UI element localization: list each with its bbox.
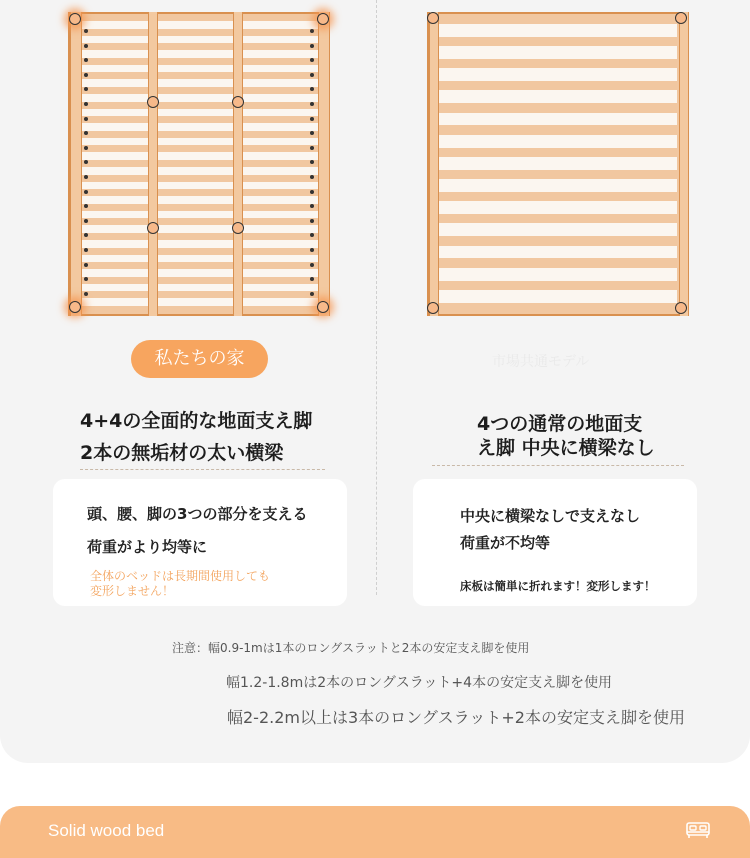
side-rail: [318, 12, 330, 316]
slat: [439, 157, 677, 170]
screw-dot: [310, 44, 314, 48]
slat: [80, 36, 318, 44]
screw-dot: [84, 248, 88, 252]
left-card-note-line-1: 全体のベッドは長期間使用しても: [90, 569, 271, 583]
slat: [80, 284, 318, 292]
notice-line-2: 幅1.2-1.8mは2本のロングスラット+4本の安定支え脚を使用: [226, 675, 613, 691]
slat: [80, 298, 318, 306]
right-info-card: [413, 479, 697, 606]
screw-dot: [310, 175, 314, 179]
support-leg: [69, 301, 81, 313]
slat: [80, 269, 318, 277]
support-beam: [233, 12, 243, 316]
support-leg: [232, 222, 244, 234]
screw-dot: [310, 102, 314, 106]
slat: [439, 135, 677, 148]
screw-dot: [310, 73, 314, 77]
notice-line-3: 幅2-2.2m以上は3本のロングスラット+2本の安定支え脚を使用: [227, 708, 685, 727]
left-heading-line-2: 2本の無垢材の太い横梁: [80, 442, 284, 464]
slat: [439, 223, 677, 236]
screw-dot: [310, 248, 314, 252]
slat: [439, 113, 677, 126]
screw-dot: [84, 219, 88, 223]
footer-title: Solid wood bed: [48, 821, 165, 840]
slat: [439, 90, 677, 103]
slat: [80, 94, 318, 102]
screw-dot: [84, 102, 88, 106]
slat: [80, 196, 318, 204]
right-heading-line-2: え脚 中央に横梁なし: [477, 437, 655, 459]
screw-dot: [310, 190, 314, 194]
right-card-line-1: 中央に横梁なしで支えなし: [460, 507, 641, 525]
side-rail: [429, 12, 439, 316]
screw-dot: [84, 146, 88, 150]
support-leg: [147, 222, 159, 234]
common-bed-frame-diagram: [427, 12, 689, 316]
support-leg: [317, 13, 329, 25]
screw-dot: [84, 29, 88, 33]
screw-dot: [310, 263, 314, 267]
screw-dot: [84, 263, 88, 267]
slat: [80, 79, 318, 87]
slat: [439, 24, 677, 37]
support-leg: [427, 302, 439, 314]
screw-dot: [310, 29, 314, 33]
left-heading-line-1: 4+4の全面的な地面支え脚: [80, 410, 313, 432]
slat: [80, 138, 318, 146]
slat: [80, 152, 318, 160]
screw-dot: [84, 175, 88, 179]
support-leg: [147, 96, 159, 108]
slat: [80, 182, 318, 190]
support-leg: [427, 12, 439, 24]
screw-dot: [84, 190, 88, 194]
side-rail: [70, 12, 82, 316]
left-card-line-1: 頭、腰、脚の3つの部分を支える: [87, 505, 308, 523]
screw-dot: [84, 117, 88, 121]
screw-dot: [84, 292, 88, 296]
slat: [439, 246, 677, 259]
slat: [80, 21, 318, 29]
slat: [439, 290, 677, 303]
slat: [439, 268, 677, 281]
screw-dot: [310, 146, 314, 150]
screw-dot: [310, 292, 314, 296]
support-leg: [675, 12, 687, 24]
left-card-note-line-2: 変形しません！: [90, 584, 175, 598]
screw-dot: [310, 219, 314, 223]
slat: [439, 201, 677, 214]
left-heading-underline: [80, 469, 325, 470]
slat: [80, 167, 318, 175]
right-heading-line-1: 4つの通常の地面支: [477, 413, 643, 435]
support-leg: [69, 13, 81, 25]
slat: [80, 123, 318, 131]
slat: [80, 225, 318, 233]
slat: [80, 65, 318, 73]
support-leg: [675, 302, 687, 314]
slat: [439, 46, 677, 59]
right-card-line-2: 荷重が不均等: [460, 534, 551, 552]
slat: [439, 68, 677, 81]
screw-dot: [84, 44, 88, 48]
screw-dot: [310, 117, 314, 121]
side-rail: [679, 12, 689, 316]
slat: [80, 255, 318, 263]
bed-icon: [685, 820, 711, 844]
left-info-card: [53, 479, 347, 606]
support-leg: [317, 301, 329, 313]
right-card-warning: 床板は簡単に折れます！変形します！: [460, 579, 656, 593]
our-home-badge: 私たちの家: [131, 340, 268, 378]
right-heading-underline: [432, 465, 684, 466]
support-leg: [232, 96, 244, 108]
column-divider: [376, 0, 377, 595]
screw-dot: [84, 73, 88, 77]
slat: [439, 179, 677, 192]
slat: [80, 240, 318, 248]
footer-bar: [0, 806, 750, 858]
left-card-line-2: 荷重がより均等に: [87, 538, 208, 556]
slat: [80, 109, 318, 117]
slat: [80, 50, 318, 58]
our-bed-frame-diagram: [68, 12, 330, 316]
market-model-label: 市場共通モデル: [492, 354, 590, 370]
notice-line-1: 注意：幅0.9-1mは1本のロングスラットと2本の安定支え脚を使用: [172, 641, 530, 655]
support-beam: [148, 12, 158, 316]
slat: [80, 211, 318, 219]
